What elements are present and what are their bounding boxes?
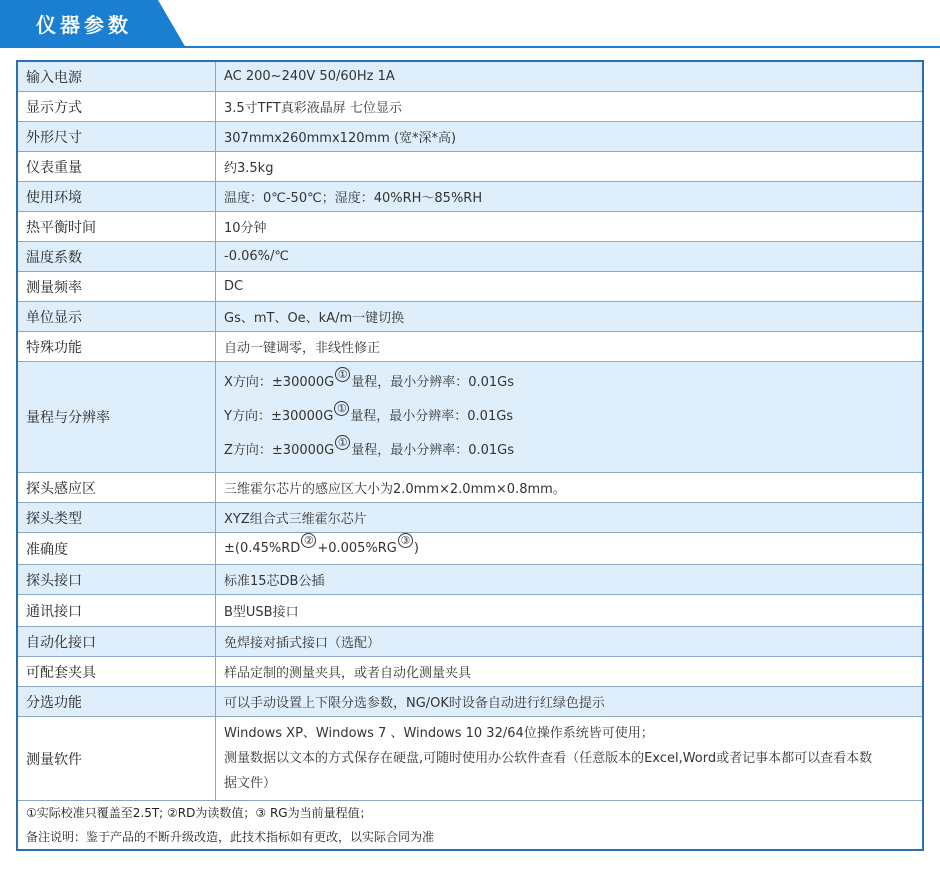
note-1-marker: ① (334, 401, 349, 416)
row-label: 量程与分辨率 (17, 362, 216, 473)
row-label: 通讯接口 (17, 595, 216, 627)
row-label: 仪表重量 (17, 152, 216, 182)
table-row (17, 687, 923, 717)
row-label: 特殊功能 (17, 332, 216, 362)
range-line-z: Z方向：±30000G①量程，最小分辨率：0.01Gs (224, 436, 515, 458)
row-label: 显示方式 (17, 92, 216, 122)
row-label: 测量频率 (17, 272, 216, 302)
table-row (17, 503, 923, 533)
range-line-y: Y方向：±30000G①量程，最小分辨率：0.01Gs (224, 402, 514, 424)
row-value: B型USB接口 (216, 595, 924, 627)
table-row (17, 595, 923, 627)
row-label: 可配套夹具 (17, 657, 216, 687)
row-value: 样品定制的测量夹具，或者自动化测量夹具 (216, 657, 924, 687)
row-value: -0.06%/℃ (216, 242, 924, 272)
software-line: 测量数据以文本的方式保存在硬盘,可随时使用办公软件查看（任意版本的Excel,Word或者记事本都可以查看本数 (224, 751, 873, 766)
row-label: 探头类型 (17, 503, 216, 533)
row-value: 标准15芯DB公插 (216, 565, 924, 595)
row-label: 准确度 (17, 533, 216, 565)
row-value: 自动一键调零，非线性修正 (216, 332, 924, 362)
accuracy-value: ±(0.45%RD②+0.005%RG③) (216, 533, 924, 565)
row-value: 温度：0℃-50℃；湿度：40%RH～85%RH (216, 182, 924, 212)
table-row (17, 212, 923, 242)
row-label: 输入电源 (17, 61, 216, 92)
row-value: AC 200~240V 50/60Hz 1A (216, 61, 924, 92)
row-value: 3.5寸TFT真彩液晶屏 七位显示 (216, 92, 924, 122)
remark-line: 备注说明：鉴于产品的不断升级改造，此技术指标如有更改，以实际合同为准 (26, 830, 435, 844)
row-value: 307mmx260mmx120mm (宽*深*高) (216, 122, 924, 152)
table-row (17, 182, 923, 212)
note-2-marker: ② (301, 533, 316, 548)
table-row-range (17, 362, 923, 473)
row-label: 探头感应区 (17, 473, 216, 503)
row-label: 外形尺寸 (17, 122, 216, 152)
spec-table-wrapper (16, 60, 924, 851)
row-value: 10分钟 (216, 212, 924, 242)
row-value: 约3.5kg (216, 152, 924, 182)
table-row (17, 473, 923, 503)
section-header (0, 0, 940, 52)
notes-cell (17, 801, 923, 851)
notes-row (17, 801, 923, 851)
row-value: 可以手动设置上下限分选参数，NG/OK时设备自动进行红绿色提示 (216, 687, 924, 717)
spec-table (16, 60, 924, 851)
table-row (17, 302, 923, 332)
row-value: Gs、mT、Oe、kA/m一键切换 (216, 302, 924, 332)
note-1-marker: ① (335, 435, 350, 450)
table-row (17, 332, 923, 362)
software-value (216, 717, 924, 801)
row-value: 免焊接对插式接口（选配） (216, 627, 924, 657)
row-label: 自动化接口 (17, 627, 216, 657)
range-values (216, 362, 924, 473)
range-line-x: X方向：±30000G①量程，最小分辨率：0.01Gs (224, 368, 515, 390)
table-row (17, 152, 923, 182)
table-row (17, 657, 923, 687)
row-value: XYZ组合式三维霍尔芯片 (216, 503, 924, 533)
table-row (17, 272, 923, 302)
row-label: 温度系数 (17, 242, 216, 272)
software-line: Windows XP、Windows 7 、Windows 10 32/64位操作系统皆可使用； (224, 726, 654, 741)
table-row-software (17, 717, 923, 801)
table-row (17, 565, 923, 595)
table-row (17, 61, 923, 92)
software-line: 据文件） (224, 776, 277, 791)
note-3-marker: ③ (398, 533, 413, 548)
table-row (17, 627, 923, 657)
row-value: 三维霍尔芯片的感应区大小为2.0mm×2.0mm×0.8mm。 (216, 473, 924, 503)
row-label: 热平衡时间 (17, 212, 216, 242)
section-title: 仪器参数 (36, 13, 132, 37)
row-label: 测量软件 (17, 717, 216, 801)
row-label: 使用环境 (17, 182, 216, 212)
row-label: 探头接口 (17, 565, 216, 595)
table-row (17, 242, 923, 272)
table-row (17, 122, 923, 152)
note-1-marker: ① (335, 367, 350, 382)
row-value: DC (216, 272, 924, 302)
table-row-accuracy (17, 533, 923, 565)
row-label: 单位显示 (17, 302, 216, 332)
row-label: 分选功能 (17, 687, 216, 717)
footnote-line: ①实际校准只覆盖至2.5T; ②RD为读数值；③ RG为当前量程值； (26, 806, 372, 820)
table-row (17, 92, 923, 122)
